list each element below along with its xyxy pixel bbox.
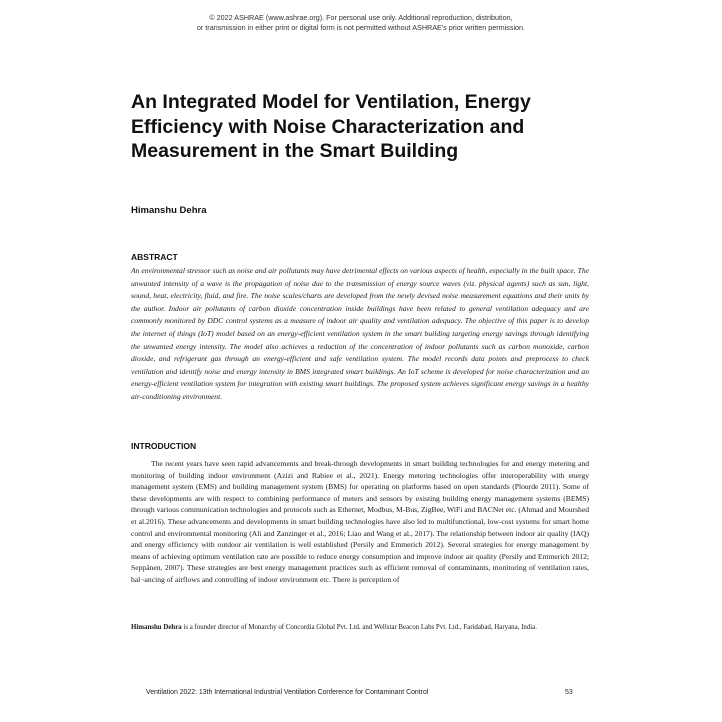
- footer-conference: Ventilation 2022: 13th International Industrial Ventilation Conference for Contaminant Control: [146, 689, 429, 696]
- introduction-body: The recent years have seen rapid advancements and break-through developments in smart building technologies for and energy metering and monitoring of building indoor environment (Azizi and Rabiee et al., 2021). Energy metering technologies offer interoperability with energy management system (EMS) and building management system (BMS) for operating on platforms based on open standards (Plourde 2011). Some of these developments are with respect to combining performance of meters and sensors by existing building energy management systems (BEMS) through various communication technologies and protocols such as Ethernet, Modbus, M-Bus, ZigBee, WiFi and BACNet etc. (Ahmad and Mourshed et al.2016). These advancements and developments in smart building technologies have also led to multifunctional, low-cost systems for smart home control and environmental monitoring (Ali and Zanzinger et al., 2016; Liao and Wang et al., 2017). The relationship between indoor air quality (IAQ) and energy efficiency with outdoor air ventilation is well established (Persily and Emmerich 2012). Several strategies for energy management by means of achieving optimum ventilation rate are possible to reduce energy consumption and improve indoor air quality (Persily and Emmerich 2012; Seppänen, 2007). These strategies are best energy management practices such as efficient removal of contaminants, monitoring of ventilation rates, bal¬ancing of airflows and controlling of indoor environment etc. There is perception of: [131, 459, 589, 584]
- footnote-text: is a founder director of Monarchy of Concordia Global Pvt. Ltd. and Wellstar Beacon Labs Pvt. Ltd., Faridabad, Haryana, India.: [181, 624, 537, 631]
- copyright-line-1: © 2022 ASHRAE (www.ashrae.org). For personal use only. Additional reproduction, distribution,: [209, 13, 513, 22]
- page-number: 53: [565, 689, 573, 696]
- abstract-heading: ABSTRACT: [131, 252, 178, 262]
- author-name: Himanshu Dehra: [131, 205, 207, 216]
- copyright-notice: [0, 13, 722, 33]
- abstract-body: An environmental stressor such as noise and air pollutants may have detrimental effects on various aspects of health, especially in the built space. The unwanted intensity of a wave is the propagation of noise due to the transmission of energy source waves (viz. physical agents) such as sun, light, sound, heat, electricity, fluid, and fire. The noise scales/charts are developed from the newly devised noise measurement equations and their units by the author. Indoor air pollutants of carbon dioxide concentration inside buildings have been related to general ventilation adequacy and are commonly monitored by DDC control systems as a measure of indoor air quality and ventilation adequacy. The objective of this paper is to develop the internet of things (IoT) model based on an energy-efficient ventilation system in the smart building targeting energy savings through identifying the unwanted energy intensity. The model also achieves a reduction of the concentration of indoor pollutants such as carbon monoxide, carbon dioxide, and refrigerant gas through an energy-efficient and safe ventilation system. The model records data points and preprocess to check ventilation and identify noise and energy intensity in BMS integrated smart buildings. An IoT scheme is developed for noise characterization and an energy-efficient ventilation system for integration with existing smart buildings. The proposed system achieves significant energy savings in a healthy air-conditioning environment.: [131, 266, 589, 401]
- paper-title: An Integrated Model for Ventilation, Energy Efficiency with Noise Characterization and Measurement in the Smart Building: [131, 91, 531, 162]
- footnote-author-name: Himanshu Dehra: [131, 624, 182, 631]
- author-footnote: [131, 623, 589, 633]
- copyright-line-2: or transmission in either print or digital form is not permitted without ASHRAE's prior written permission.: [196, 23, 526, 32]
- introduction-heading: INTRODUCTION: [131, 441, 197, 451]
